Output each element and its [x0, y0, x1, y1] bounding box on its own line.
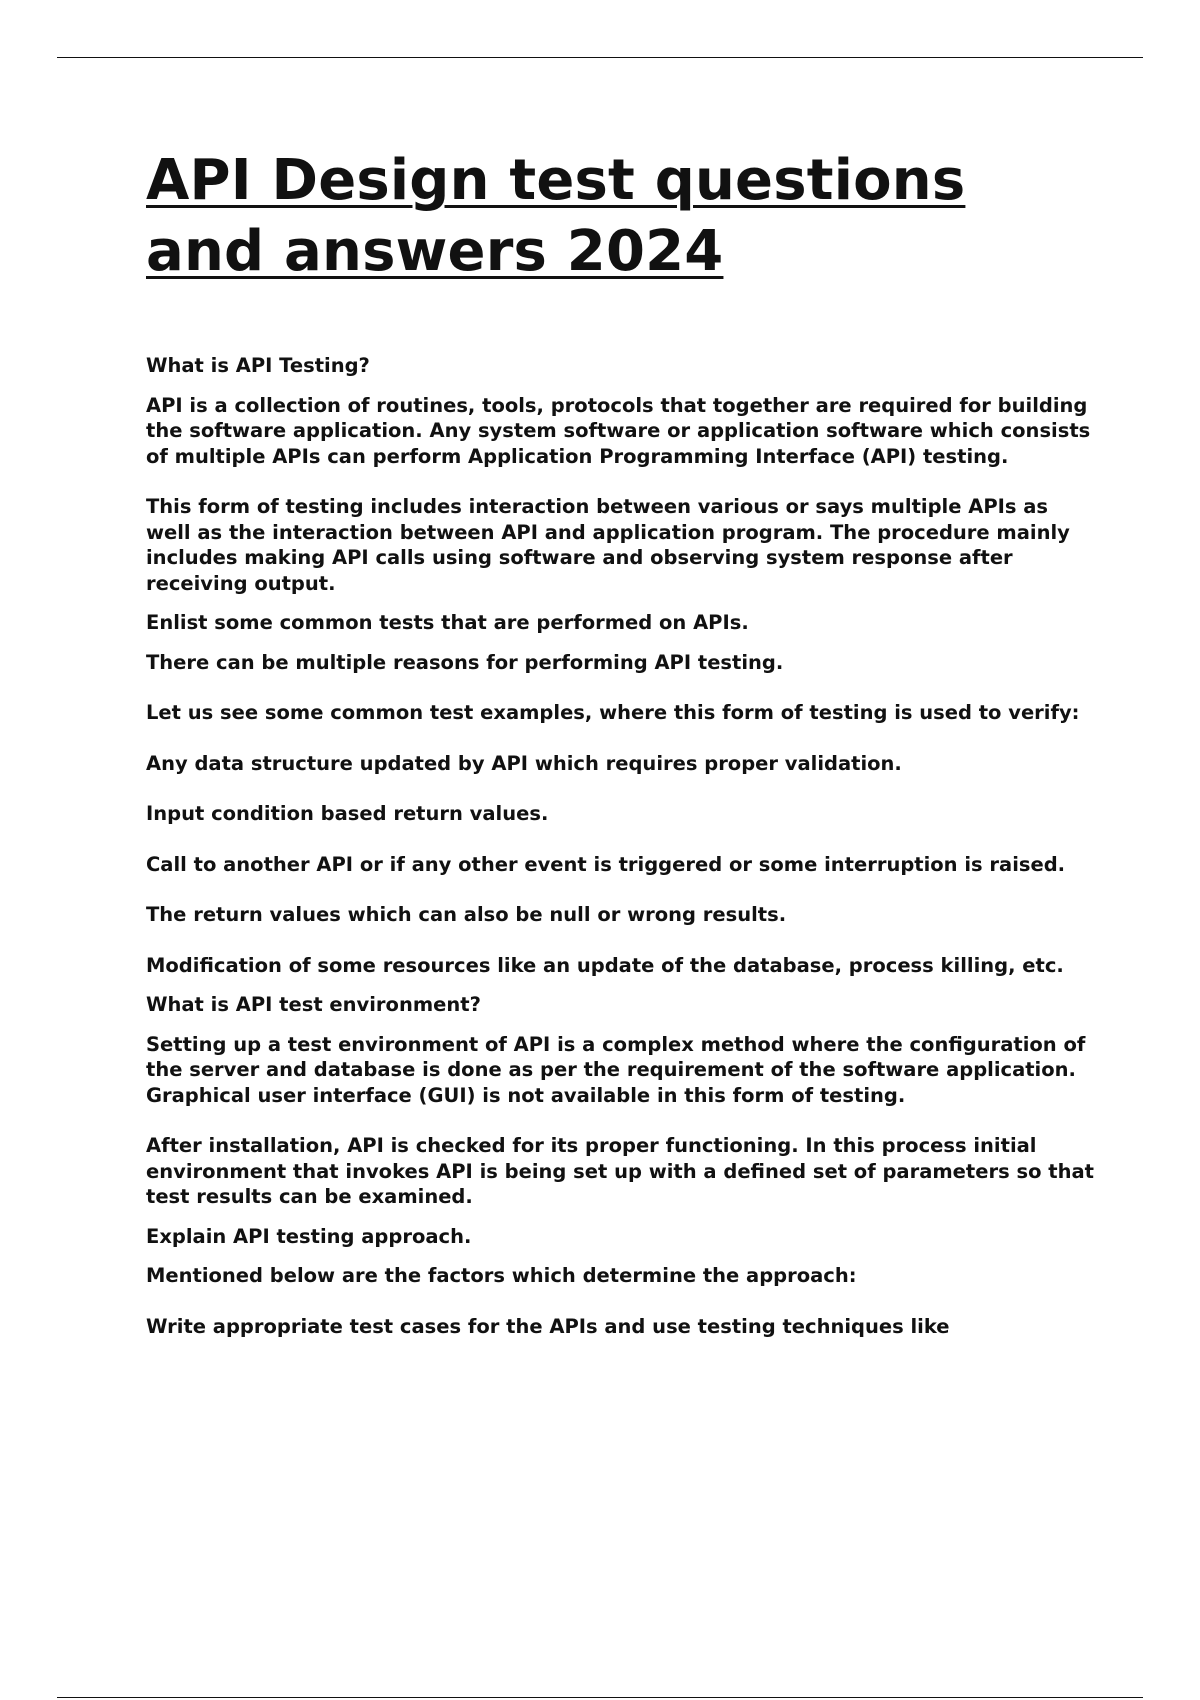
answer-paragraph: There can be multiple reasons for performing API testing. [146, 650, 784, 674]
top-rule [57, 57, 1143, 58]
question-what-is-api-testing: What is API Testing? [146, 354, 370, 377]
document-body [146, 145, 1096, 1339]
question-common-tests: Enlist some common tests that are performed on APIs. [146, 611, 749, 634]
question-test-environment: What is API test environment? [146, 993, 481, 1016]
document-title: API Design test questions and answers 2024 [146, 148, 966, 284]
answer-paragraph: Let us see some common test examples, where this form of testing is used to verify: [146, 701, 1080, 724]
answer-paragraph: Setting up a test environment of API is a complex method where the configuration of the server and database is done as per the requirement of the software application. Graphical user interface (GUI) is not available in this form of testing. [146, 1032, 1086, 1107]
bottom-rule [57, 1697, 1143, 1698]
question-testing-approach: Explain API testing approach. [146, 1224, 472, 1248]
answer-list-item: Any data structure updated by API which requires proper validation. [146, 751, 902, 775]
answer-paragraph: This form of testing includes interaction between various or says multiple APIs as well as the interaction between API and application program. The procedure mainly includes making API calls using software and observing system response after receiving output. [146, 495, 1070, 595]
answer-paragraph: Write appropriate test cases for the APIs and use testing techniques like [146, 1314, 950, 1338]
answer-paragraph: Mentioned below are the factors which determine the approach: [146, 1264, 857, 1287]
answer-list-item: Call to another API or if any other event is triggered or some interruption is raised. [146, 852, 1066, 876]
answer-list-item: The return values which can also be null or wrong results. [146, 903, 787, 926]
answer-paragraph: After installation, API is checked for its proper functioning. In this process initial environment that invokes API is being set up with a defined set of parameters so that test results can be examined. [146, 1134, 1094, 1208]
answer-list-item: Modification of some resources like an update of the database, process killing, etc. [146, 953, 1064, 977]
answer-list-item: Input condition based return values. [146, 802, 549, 825]
answer-paragraph: API is a collection of routines, tools, protocols that together are required for building the software application. Any system software or application software which consists of multiple APIs can perform Application Programming Interface (API) testing. [146, 393, 1091, 468]
